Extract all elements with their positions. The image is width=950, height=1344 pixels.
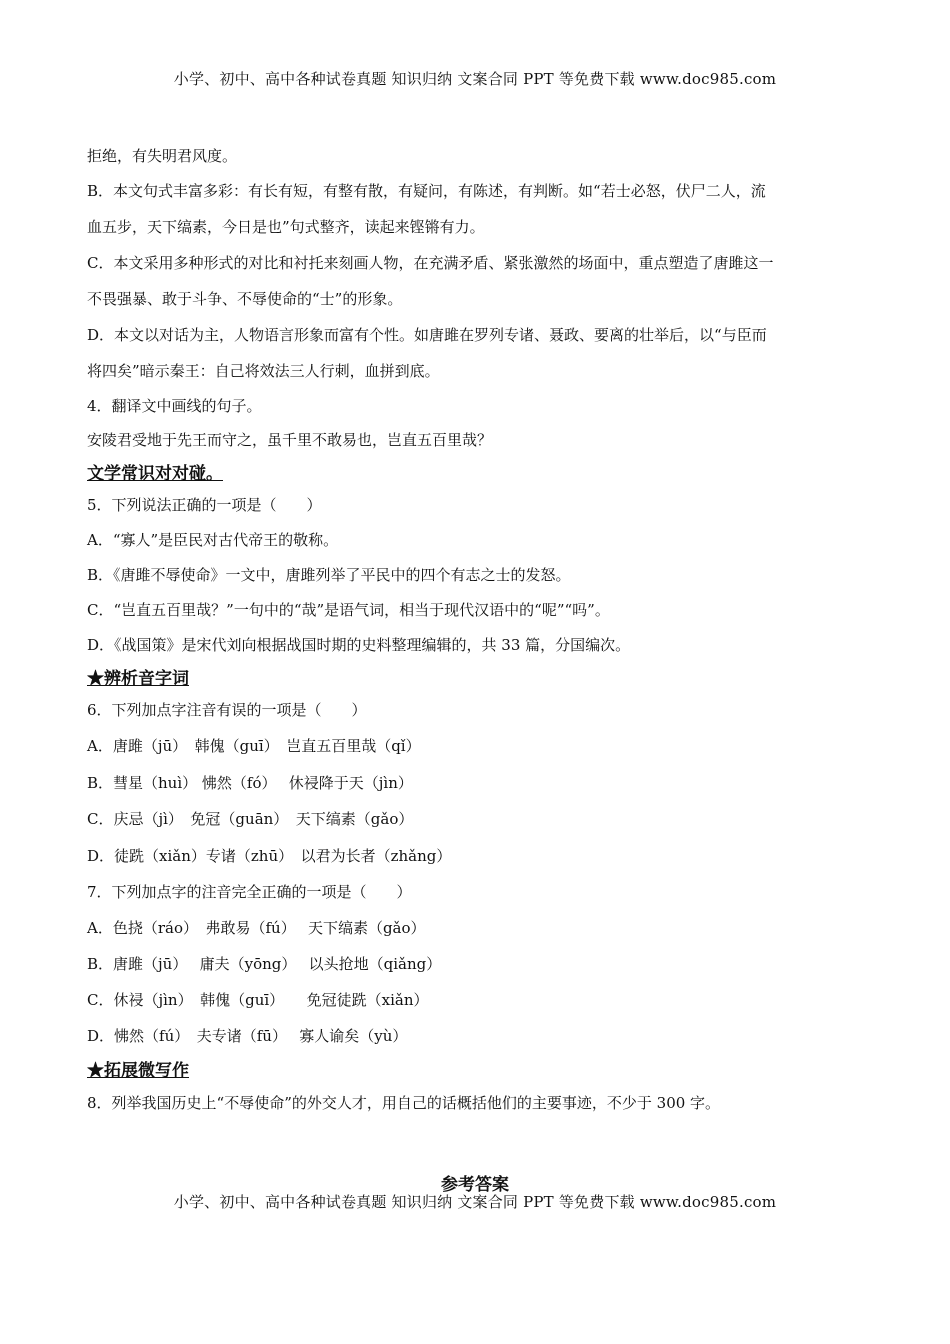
q6-option-b: B．彗星（huì） 怫然（fó） 休祲降于天（jìn） [87,774,413,792]
q3-option-d-line1: D．本文以对话为主，人物语言形象而富有个性。如唐雎在罗列专诸、聂政、要离的壮举后，以“与臣而 [87,326,767,344]
q3-tail: 拒绝，有失明君风度。 [87,147,238,165]
q3-option-c-line2: 不畏强暴、敢于斗争、不辱使命的“士”的形象。 [87,290,403,308]
q5-option-b: B．《唐雎不辱使命》一文中，唐雎列举了平民中的四个有志之士的发怒。 [87,566,571,584]
q3-option-b-line1: B．本文句式丰富多彩：有长有短，有整有散，有疑问，有陈述，有判断。如“若士必怒，伏尸二人，流 [87,182,766,200]
section-pronunciation: ★辨析音字词 [87,669,189,689]
question-5: 5．下列说法正确的一项是（ ） [87,496,322,514]
page-header: 小学、初中、高中各种试卷真题 知识归纳 文案合同 PPT 等免费下载 www.doc985.com [173,70,777,88]
page-content [87,146,862,1113]
question-7: 7．下列加点字的注音完全正确的一项是（ ） [87,883,412,901]
q3-option-d-line2: 将四矣”暗示秦王：自己将效法三人行刺，血拼到底。 [87,362,440,380]
answer-title: 参考答案 [441,1175,509,1195]
q6-option-a: A．唐雎（jū） 韩傀（guī） 岂直五百里哉（qǐ） [87,737,421,755]
q7-option-c: C．休祲（jìn） 韩傀（guī） 免冠徒跣（xiǎn） [87,991,429,1009]
section-micro-writing: ★拓展微写作 [87,1061,189,1081]
page-footer: 小学、初中、高中各种试卷真题 知识归纳 文案合同 PPT 等免费下载 www.doc985.com [173,1193,777,1211]
question-6: 6．下列加点字注音有误的一项是（ ） [87,701,367,719]
q6-option-c: C．庆忌（jì） 免冠（guān） 天下缟素（gǎo） [87,810,414,828]
q6-option-d: D．徒跣（xiǎn）专诸（zhū） 以君为长者（zhǎng） [87,847,452,865]
q3-option-b-line2: 血五步，天下缟素，今日是也”句式整齐，读起来铿锵有力。 [87,218,485,236]
q7-option-b: B．唐雎（jū） 庸夫（yōng） 以头抢地（qiǎng） [87,955,442,973]
q5-option-c: C．“岂直五百里哉？”一句中的“哉”是语气词，相当于现代汉语中的“呢”“吗”。 [87,601,610,619]
q5-option-a: A．“寡人”是臣民对古代帝王的敬称。 [87,531,339,549]
question-4: 4．翻译文中画线的句子。 [87,397,262,415]
q5-option-d: D．《战国策》是宋代刘向根据战国时期的史料整理编辑的，共 33 篇，分国编次。 [87,636,631,654]
question-8: 8．列举我国历史上“不辱使命”的外交人才，用自己的话概括他们的主要事迹，不少于 300 字。 [87,1094,721,1112]
section-literary-knowledge: 文学常识对对碰。 [87,464,223,484]
q3-option-c-line1: C．本文采用多种形式的对比和衬托来刻画人物，在充满矛盾、紧张激然的场面中，重点塑造了唐雎这一 [87,254,774,272]
q7-option-a: A．色挠（ráo） 弗敢易（fú） 天下缟素（gǎo） [87,919,426,937]
question-4-sentence: 安陵君受地于先王而守之，虽千里不敢易也，岂直五百里哉？ [87,431,493,449]
q7-option-d: D．怫然（fú） 夫专诸（fū） 寡人谕矣（yù） [87,1027,408,1045]
